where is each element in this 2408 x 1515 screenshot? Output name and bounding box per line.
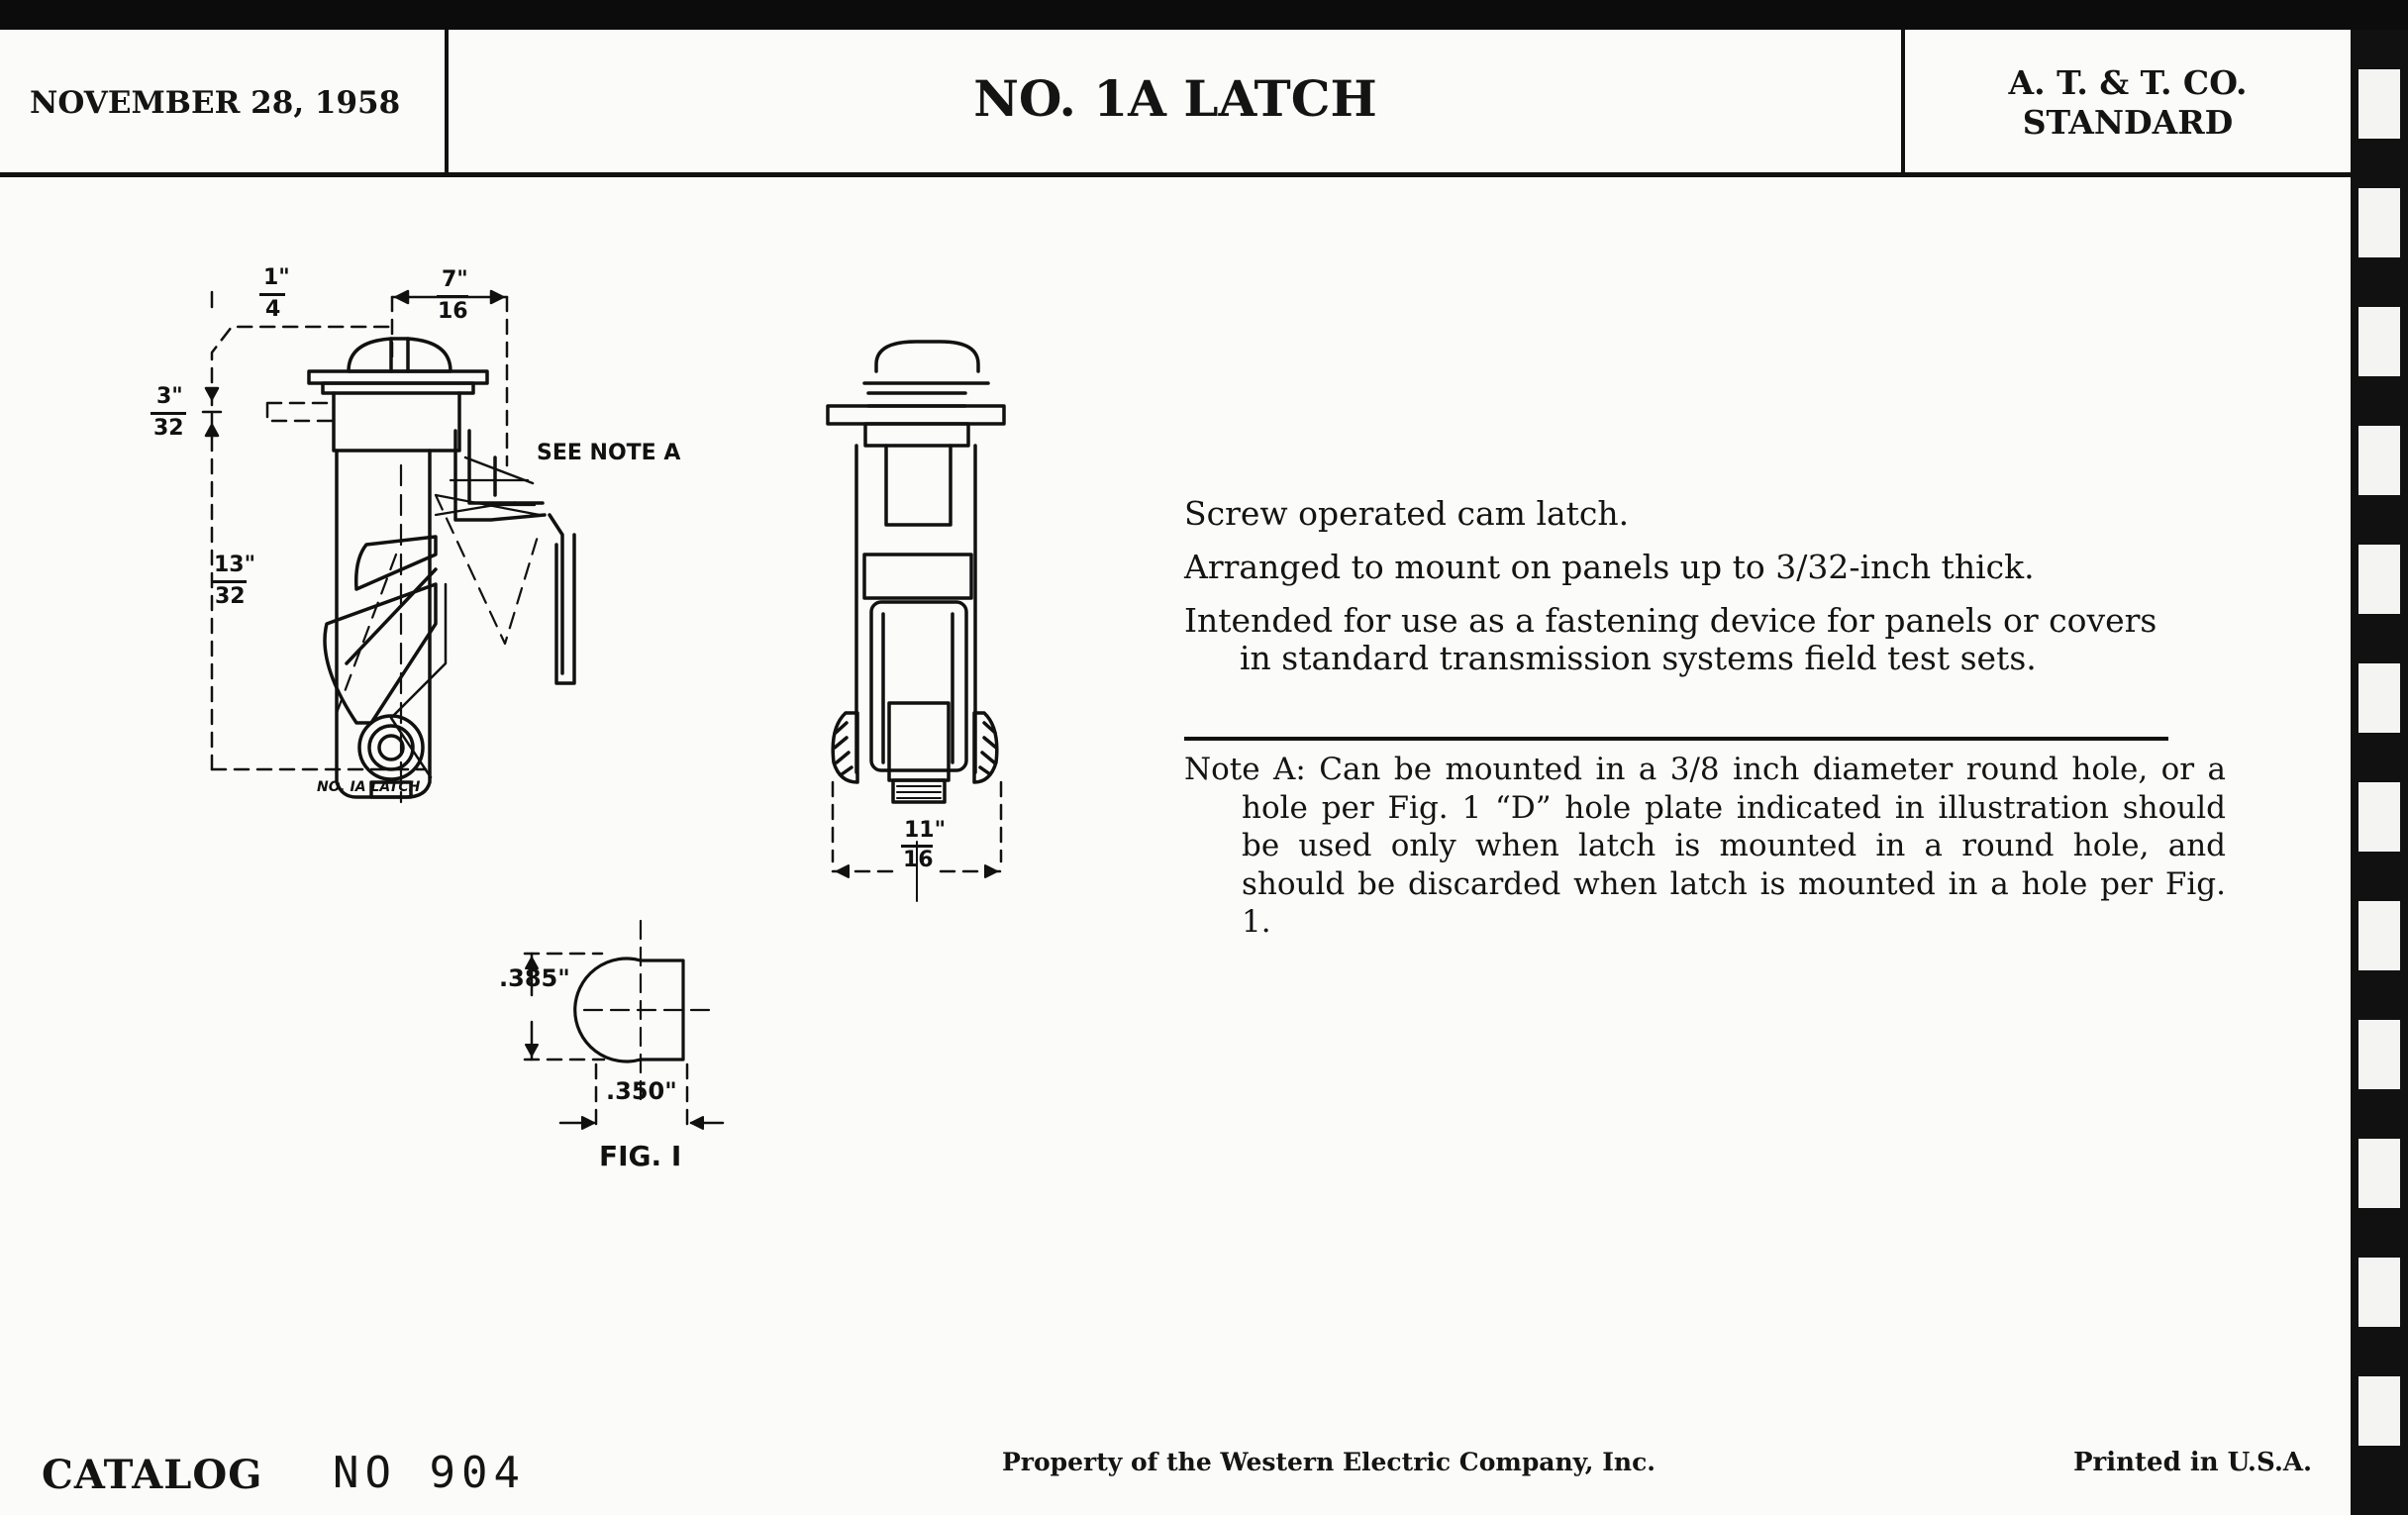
dim-thirteenthirtysecond-den: 32	[215, 584, 246, 609]
note-rule	[1184, 737, 2168, 741]
dim-quarter-den: 4	[265, 297, 281, 322]
catalog-label: CATALOG	[42, 1452, 263, 1498]
description-line3: Intended for use as a fastening device for panels or covers in standard transmission systems field test sets.	[1184, 601, 2157, 677]
part-label: NO. IA LATCH	[317, 779, 421, 795]
film-edge	[2351, 30, 2408, 1515]
catalog-number: NO 904	[333, 1448, 526, 1498]
frac-bar	[213, 580, 247, 583]
header-standard-line1: A. T. & T. CO.	[2008, 63, 2248, 102]
frac-bar	[150, 412, 186, 415]
fig-width-dim: .350"	[606, 1077, 677, 1105]
header-date: NOVEMBER 28, 1958	[30, 85, 401, 121]
note-a: Note A: Can be mounted in a 3/8 inch diameter round hole, or a hole per Fig. 1 “D” hole plate indicated in illustration should be used only when latch is mounted in a round hole, and should be discarded when latch is mounted in a hole per Fig. 1.	[1184, 752, 2226, 940]
description-line2: Arranged to mount on panels up to 3/32-inch thick.	[1184, 548, 2035, 586]
dim-sevensixteenth-den: 16	[438, 299, 468, 324]
see-note-callout: SEE NOTE A	[537, 441, 681, 465]
property-notice: Property of the Western Electric Company, Inc.	[1002, 1448, 1656, 1476]
description-line1: Screw operated cam latch.	[1184, 494, 1630, 533]
printed-in: Printed in U.S.A.	[2073, 1448, 2313, 1477]
dim-eleven-den: 16	[903, 848, 934, 872]
fig-height-dim: .385"	[499, 964, 570, 992]
dim-eleven-num: 11"	[904, 818, 947, 843]
header-title: NO. 1A LATCH	[973, 69, 1377, 128]
frac-bar	[437, 295, 468, 298]
frac-bar	[259, 293, 285, 296]
catalog-sheet	[0, 30, 2351, 1515]
dim-threethirtysecond-num: 3"	[156, 384, 183, 409]
fig-caption: FIG. I	[599, 1140, 682, 1172]
dim-threethirtysecond-den: 32	[153, 416, 184, 441]
side-view-dimensions	[212, 292, 507, 769]
dim-thirteenthirtysecond-num: 13"	[214, 553, 256, 577]
dim-sevensixteenth-num: 7"	[442, 267, 468, 292]
header-standard-line2: STANDARD	[2022, 103, 2234, 142]
latch-side-view	[309, 339, 574, 802]
dim-quarter-num: 1"	[263, 265, 290, 290]
